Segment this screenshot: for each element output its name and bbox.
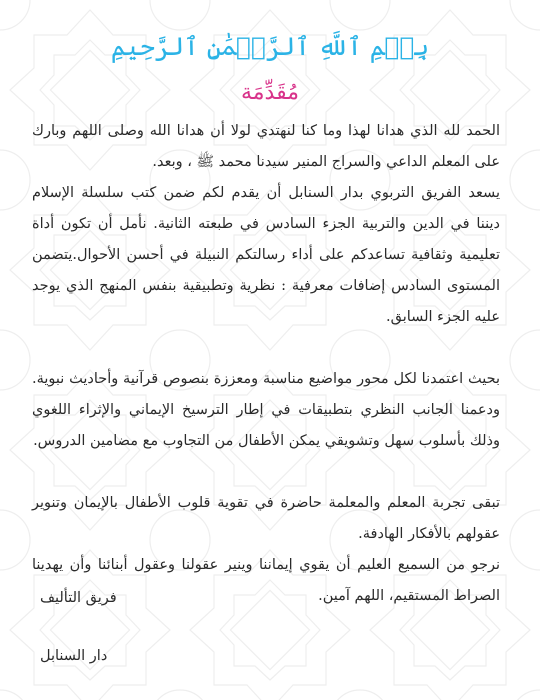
basmala-calligraphy: بِسۡمِ ٱللَّهِ ٱلرَّحۡمَٰنِ ٱلرَّحِيمِ (110, 32, 430, 61)
page-heading: مُقَدِّمَة (240, 80, 300, 105)
intro-paragraph-teacher-role: تبقى تجربة المعلم والمعلمة حاضرة في تقوية قلوب الأطفال بالإيمان وتنوير عقولهم بالأفكار الهادفة. (32, 495, 500, 542)
intro-paragraph-prayer: نرجو من السميع العليم أن يقوي إيماننا وينير عقولنا وعقول أبنائنا وأن يهدينا الصراط المستقيم، اللهم آمين. (32, 557, 500, 604)
intro-paragraph-book-description: يسعد الفريق التربوي بدار السنابل أن يقدم لكم ضمن كتب سلسلة الإسلام ديننا في الدين والتربية الجزء السادس في طبعته الثانية. نأمل أن تكون أداة تعليمية وثقافية تساعدكم على أداء رسالتكم النبيلة في أحسن الأحوال.يتضمن المستوى السادس إضافات معرفية : نظرية وتطبيقية بنفس المنهج الذي يوجد عليه الجزء السابق. (32, 185, 500, 325)
intro-paragraph-method: بحيث اعتمدنا لكل محور مواضيع مناسبة ومعززة بنصوص قرآنية وأحاديث نبوية. ودعمنا الجانب النظري بتطبيقات في إطار الترسيخ الإيماني والإثراء اللغوي وذلك بأسلوب سهل وتشويقي يمكن الأطفال من التجاوب مع مضامين الدروس. (32, 371, 500, 449)
signature-authoring-team: فريق التأليف (40, 590, 117, 606)
intro-paragraph-praise: الحمد لله الذي هدانا لهذا وما كنا لنهتدي لولا أن هدانا الله وصلى اللهم وبارك على المعلم الداعي والسراج المنير سيدنا محمد ﷺ ، وبعد. (32, 123, 500, 170)
signature-publisher: دار السنابل (40, 648, 108, 664)
